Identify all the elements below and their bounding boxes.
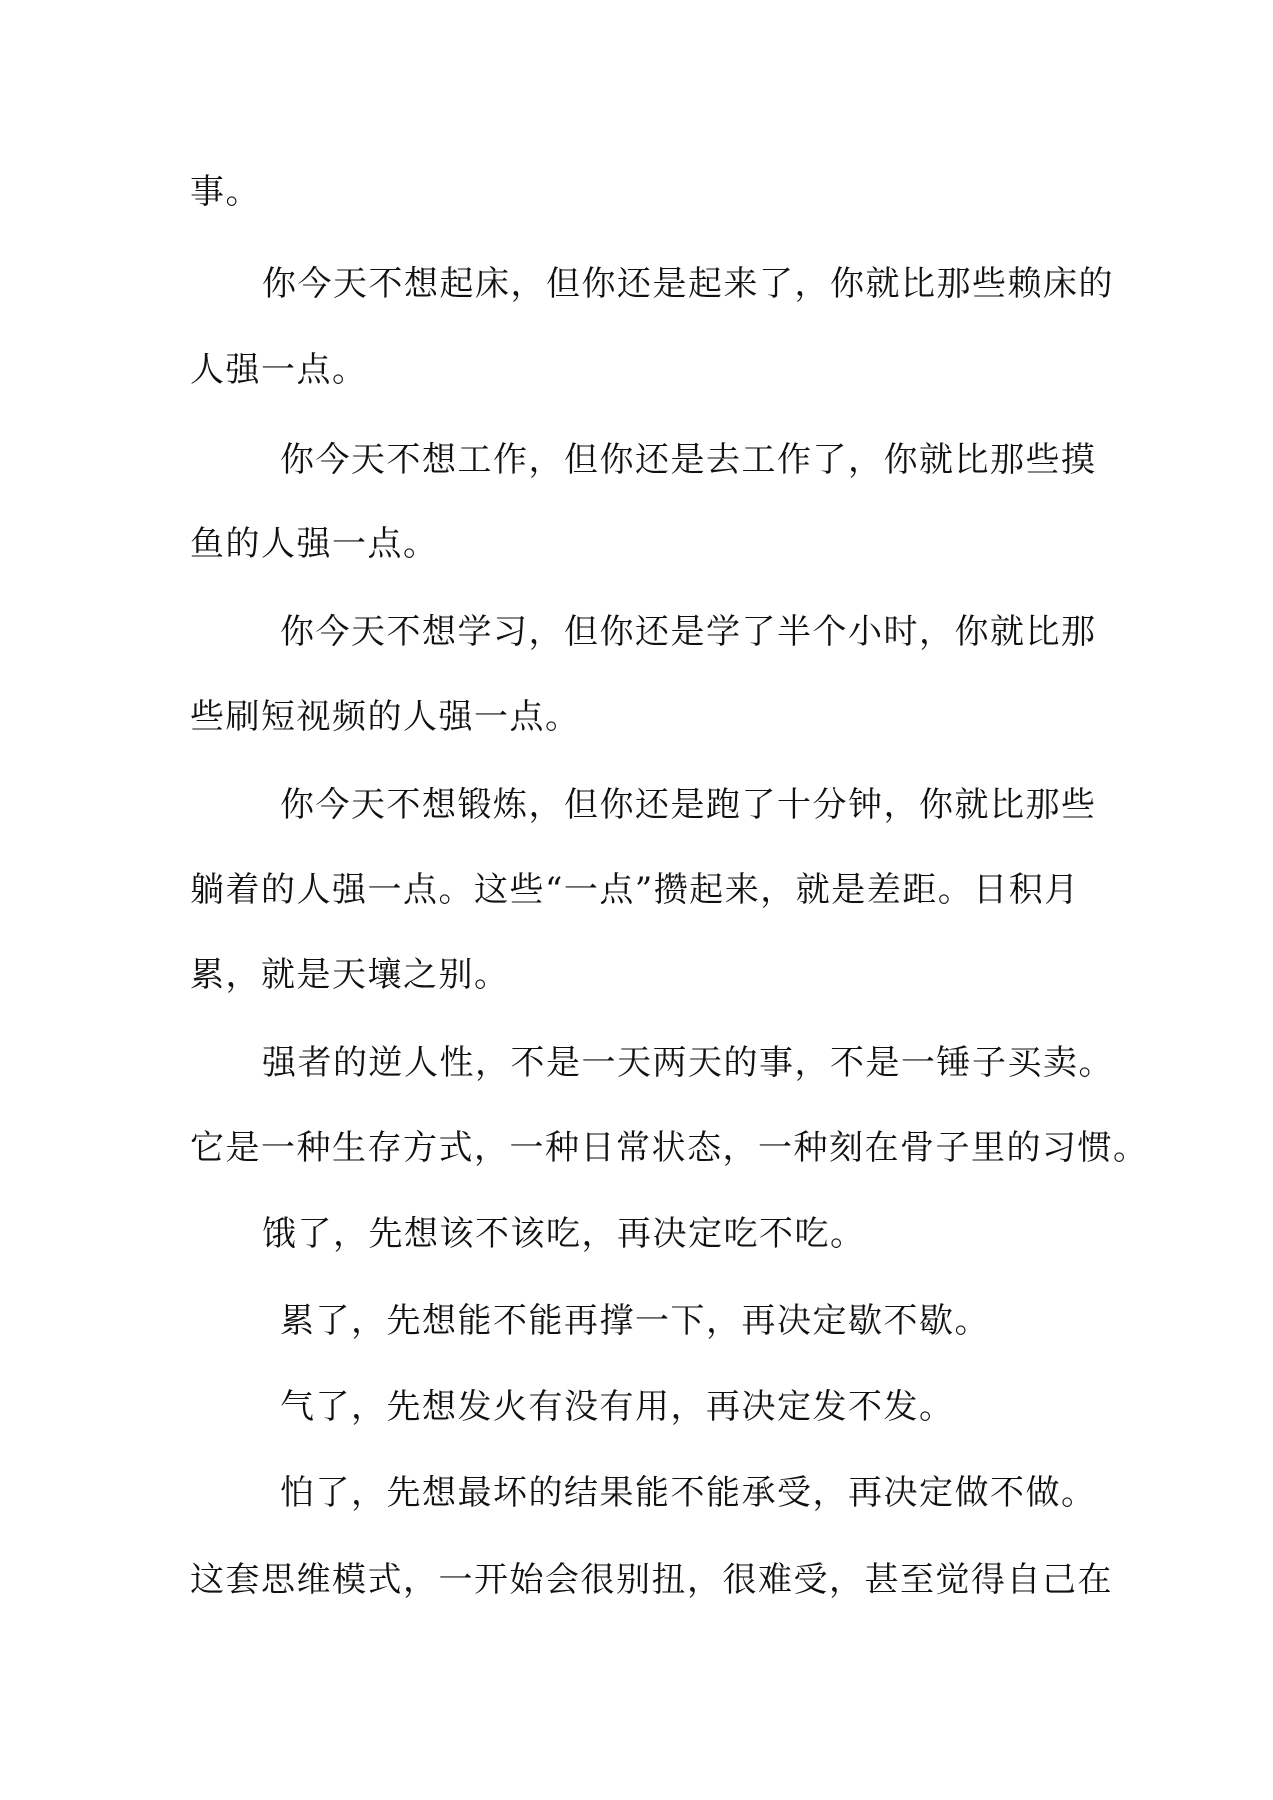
text-line: 你今天不想起床，但你还是起来了，你就比那些赖床的: [262, 264, 1114, 304]
text-line: 你今天不想锻炼，但你还是跑了十分钟，你就比那些: [280, 785, 1097, 825]
text-line: 人强一点。: [190, 350, 368, 390]
text-line: 怕了，先想最坏的结果能不能承受，再决定做不做。: [280, 1473, 1097, 1513]
text-line: 鱼的人强一点。: [190, 524, 439, 564]
text-line: 你今天不想工作，但你还是去工作了，你就比那些摸: [280, 440, 1097, 480]
text-line: 你今天不想学习，但你还是学了半个小时，你就比那: [280, 612, 1097, 652]
text-line: 饿了，先想该不该吃，再决定吃不吃。: [262, 1214, 866, 1254]
text-line: 它是一种生存方式，一种日常状态，一种刻在骨子里的习惯。: [190, 1128, 1149, 1168]
text-line: 躺着的人强一点。这些“一点”攒起来，就是差距。日积月: [190, 870, 1080, 910]
text-line: 气了，先想发火有没有用，再决定发不发。: [280, 1387, 955, 1427]
text-line: 累了，先想能不能再撑一下，再决定歇不歇。: [280, 1301, 990, 1341]
text-line: 些刷短视频的人强一点。: [190, 697, 581, 737]
text-line: 事。: [190, 172, 261, 212]
text-line: 这套思维模式，一开始会很别扭，很难受，甚至觉得自己在: [190, 1560, 1113, 1600]
text-line: 强者的逆人性，不是一天两天的事，不是一锤子买卖。: [262, 1043, 1114, 1083]
text-line: 累，就是天壤之别。: [190, 955, 510, 995]
